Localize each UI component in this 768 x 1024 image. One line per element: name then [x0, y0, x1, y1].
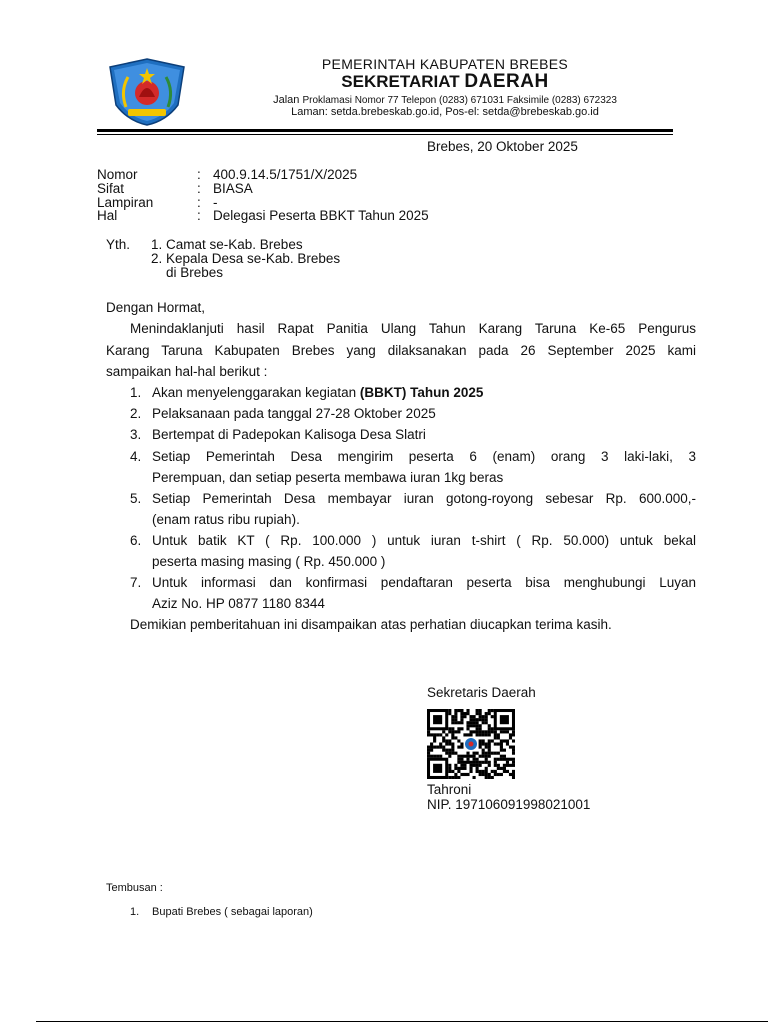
letterhead-rule-thin — [97, 134, 673, 135]
recipient-line-1: 1. Camat se-Kab. Brebes — [151, 237, 303, 252]
meta-value: 400.9.14.5/1751/X/2025 — [213, 167, 358, 182]
letterhead-office-prefix: SEKRETARIAT — [341, 72, 460, 91]
letterhead-web: Laman: setda.brebeskab.go.id, Pos-el: setda@brebeskab.go.id — [291, 106, 599, 118]
list-number: 4. — [130, 449, 142, 464]
tembusan-label: Tembusan : — [106, 882, 163, 894]
list-text-line-1: Untuk batik KT ( Rp. 100.000 ) untuk iuran t-shirt ( Rp. 50.000) untuk bekal — [152, 533, 696, 548]
signatory-title: Sekretaris Daerah — [427, 685, 536, 700]
list-text-line-2: peserta masing masing ( Rp. 450.000 ) — [152, 554, 386, 569]
qr-code-signature — [427, 709, 515, 779]
list-text: Bertempat di Padepokan Kalisoga Desa Slatri — [152, 427, 426, 442]
list-text-line-2: (enam ratus ribu rupiah). — [152, 512, 300, 527]
meta-value: Delegasi Peserta BBKT Tahun 2025 — [213, 208, 429, 223]
meta-label: Hal — [97, 208, 118, 223]
list-number: 5. — [130, 491, 142, 506]
intro-line-3: sampaikan hal-hal berikut : — [106, 364, 268, 379]
list-text-bold: (BBKT) Tahun 2025 — [359, 385, 484, 400]
letterhead-office — [230, 71, 660, 93]
meta-label: Lampiran — [97, 195, 154, 210]
meta-label: Nomor — [97, 167, 138, 182]
list-number: 3. — [130, 427, 142, 442]
list-text — [152, 382, 696, 403]
list-text-regular: Akan menyelenggarakan kegiatan — [152, 385, 360, 400]
regency-emblem-logo — [106, 57, 188, 127]
letter-date: Brebes, 20 Oktober 2025 — [427, 139, 578, 154]
signatory-nip: NIP. 197106091998021001 — [427, 797, 591, 812]
list-text: Pelaksanaan pada tanggal 27-28 Oktober 2025 — [152, 406, 436, 421]
meta-value: BIASA — [213, 181, 253, 196]
list-number: 2. — [130, 406, 142, 421]
meta-colon: : — [197, 167, 201, 182]
meta-value: - — [213, 195, 218, 210]
meta-colon: : — [197, 208, 201, 223]
list-number: 6. — [130, 533, 142, 548]
letterhead-address — [200, 94, 690, 106]
meta-colon: : — [197, 195, 201, 210]
letterhead-office-main: DAERAH — [464, 71, 549, 92]
meta-colon: : — [197, 181, 201, 196]
letterhead-address-jalan: Jalan — [273, 94, 300, 106]
list-text-line-1: Setiap Pemerintah Desa membayar iuran gotong-royong sebesar Rp. 600.000,- — [152, 491, 696, 506]
footer-rule — [36, 1021, 768, 1022]
list-text-line-1: Untuk informasi dan konfirmasi pendaftaran peserta bisa menghubungi Luyan — [152, 575, 696, 590]
list-text-line-2: Aziz No. HP 0877 1180 8344 — [152, 596, 325, 611]
meta-label: Sifat — [97, 181, 125, 196]
letterhead-address-rest: Proklamasi Nomor 77 Telepon (0283) 671031 Faksimile (0283) 672323 — [302, 95, 617, 106]
recipient-line-2: 2. Kepala Desa se-Kab. Brebes — [151, 251, 341, 266]
tembusan-text: Bupati Brebes ( sebagai laporan) — [152, 906, 313, 918]
recipient-line-3: di Brebes — [151, 265, 224, 280]
letterhead-rule-thick — [97, 129, 673, 132]
closing-sentence: Demikian pemberitahuan ini disampaikan atas perhatian diucapkan terima kasih. — [130, 617, 612, 632]
recipient-yth: Yth. — [106, 237, 131, 252]
list-number: 7. — [130, 575, 142, 590]
signatory-name: Tahroni — [427, 782, 472, 797]
greeting: Dengan Hormat, — [106, 300, 206, 315]
list-text-line-2: Perempuan, dan setiap peserta membawa iuran 1kg beras — [152, 470, 504, 485]
letterhead-government: PEMERINTAH KABUPATEN BREBES — [321, 56, 569, 72]
tembusan-number: 1. — [130, 906, 140, 918]
list-text-line-1: Setiap Pemerintah Desa mengirim peserta 6 (enam) orang 3 laki-laki, 3 — [152, 449, 696, 464]
list-number: 1. — [130, 385, 142, 400]
intro-line-2: Karang Taruna Kabupaten Brebes yang dilaksanakan pada 26 September 2025 kami — [106, 343, 696, 358]
intro-line-1: Menindaklanjuti hasil Rapat Panitia Ulang Tahun Karang Taruna Ke-65 Pengurus — [130, 321, 696, 336]
